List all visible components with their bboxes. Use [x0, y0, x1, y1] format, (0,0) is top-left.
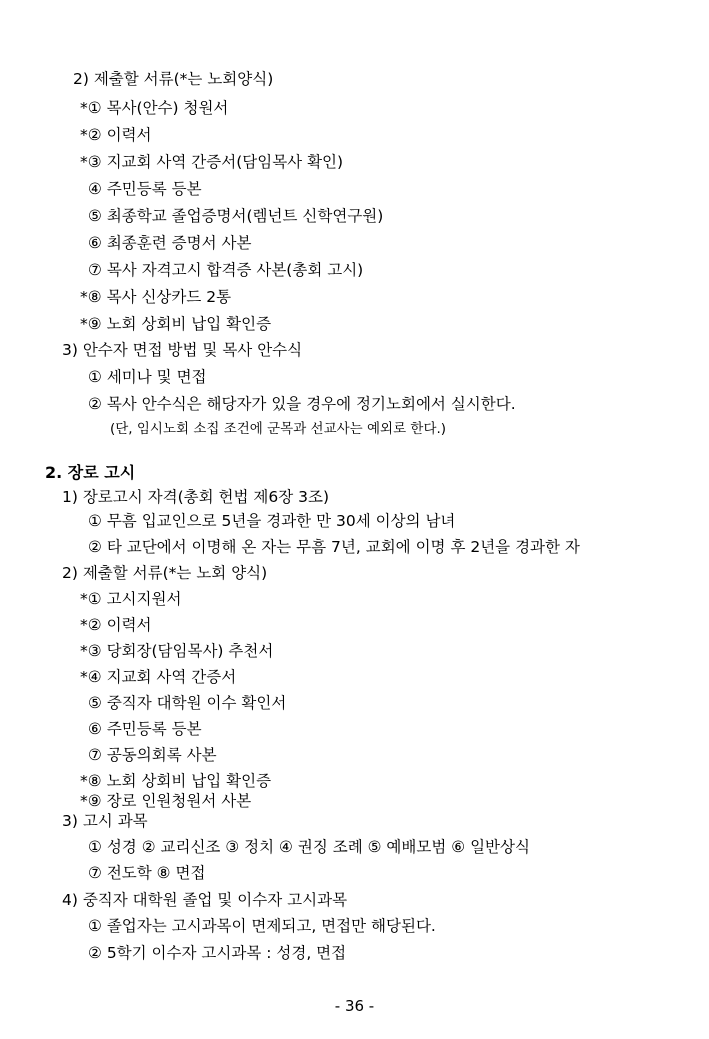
list-item: *⑨ 노회 상회비 납입 확인증 [80, 315, 272, 333]
list-item: ⑥ 주민등록 등본 [88, 720, 202, 738]
list-item: ② 타 교단에서 이명해 온 자는 무흠 7년, 교회에 이명 후 2년을 경과한 자 [88, 538, 580, 556]
list-item: *③ 지교회 사역 간증서(담임목사 확인) [80, 153, 344, 171]
graduate-heading: 4) 중직자 대학원 졸업 및 이수자 고시과목 [62, 891, 348, 909]
list-item: ① 졸업자는 고시과목이 면제되고, 면접만 해당된다. [88, 917, 436, 935]
subjects-heading: 3) 고시 과목 [62, 812, 148, 830]
subjects-line: ① 성경 ② 교리신조 ③ 정치 ④ 권징 조례 ⑤ 예배모범 ⑥ 일반상식 [88, 838, 530, 856]
list-item: ② 5학기 이수자 고시과목 : 성경, 면접 [88, 944, 347, 962]
qual-heading: 1) 장로고시 자격(총회 헌법 제6장 3조) [62, 488, 330, 506]
list-item: ② 목사 안수식은 해당자가 있을 경우에 정기노회에서 실시한다. [88, 395, 516, 413]
list-item: ① 무흠 입교인으로 5년을 경과한 만 30세 이상의 남녀 [88, 512, 456, 530]
list-item: ⑤ 중직자 대학원 이수 확인서 [88, 694, 287, 712]
list-item: ⑦ 공동의회록 사본 [88, 746, 217, 764]
interview-note: (단, 임시노회 소집 조건에 군목과 선교사는 예외로 한다.) [110, 421, 447, 437]
list-item: *⑧ 목사 신상카드 2통 [80, 288, 232, 306]
subjects-line: ⑦ 전도학 ⑧ 면접 [88, 864, 206, 882]
docs2-heading: 2) 제출할 서류(*는 노회 양식) [62, 564, 268, 582]
page-number: - 36 - [334, 997, 375, 1015]
docs1-heading: 2) 제출할 서류(*는 노회양식) [73, 70, 274, 88]
list-item: *① 목사(안수) 청원서 [80, 99, 229, 117]
section-title: 2. 장로 고시 [45, 463, 136, 482]
list-item: *③ 당회장(담임목사) 추천서 [80, 642, 274, 660]
interview-heading: 3) 안수자 면접 방법 및 목사 안수식 [62, 341, 303, 359]
list-item: ⑤ 최종학교 졸업증명서(렘넌트 신학연구원) [88, 207, 384, 225]
list-item: ⑦ 목사 자격고시 합격증 사본(총회 고시) [88, 261, 364, 279]
list-item: *⑨ 장로 인원청원서 사본 [80, 792, 252, 810]
list-item: *① 고시지원서 [80, 590, 182, 608]
list-item: ① 세미나 및 면접 [88, 368, 207, 386]
list-item: *② 이력서 [80, 616, 152, 634]
list-item: ④ 주민등록 등본 [88, 180, 202, 198]
list-item: *② 이력서 [80, 126, 152, 144]
list-item: *④ 지교회 사역 간증서 [80, 668, 237, 686]
list-item: ⑥ 최종훈련 증명서 사본 [88, 234, 252, 252]
list-item: *⑧ 노회 상회비 납입 확인증 [80, 772, 272, 790]
